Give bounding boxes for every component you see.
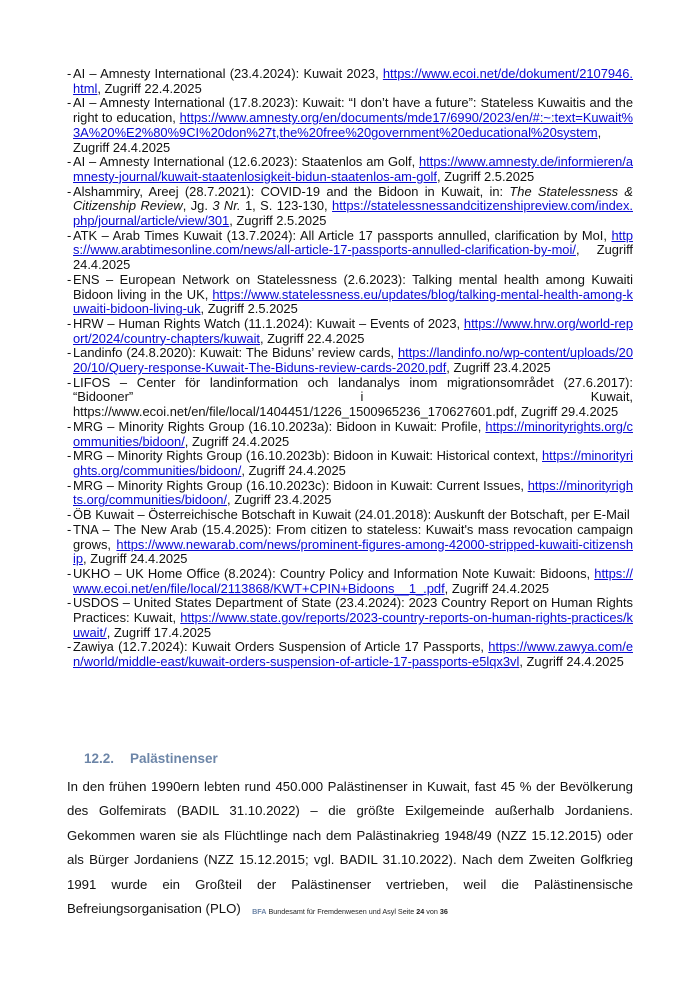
section-heading <box>84 751 218 766</box>
reference-access-date: , Zugriff 2.5.2025 <box>229 213 327 229</box>
reference-item <box>67 229 633 273</box>
reference-access-date: , Zugriff 24.4.2025 <box>241 462 346 478</box>
reference-item <box>67 449 633 478</box>
reference-item <box>67 346 633 375</box>
reference-link[interactable]: https://landinfo.no/wp-content/uploads/2020/10/Query-response-Kuwait-The-Biduns-review-cards-2020.pdf <box>73 345 633 376</box>
reference-item <box>67 420 633 449</box>
footer-text: Bundesamt für Fremdenwesen und Asyl Seite <box>266 907 417 916</box>
reference-text: , Jg. <box>182 198 213 214</box>
reference-access-date: , Zugriff 24.4.2025 <box>519 654 624 670</box>
reference-text: LIFOS – Center för landinformation och landanalys inom migrationsområdet (27.6.2017): “Bidooner” i Kuwait, https://www.ecoi.net/en/file/local/1404451/1226_1500965236_170627601.pdf, Zugriff 29.4.2025 <box>73 374 633 420</box>
reference-item <box>67 67 633 96</box>
reference-link[interactable]: https://minorityrights.org/communities/bidoon/ <box>73 477 633 508</box>
reference-item <box>67 317 633 346</box>
reference-text: TNA – The New Arab (15.4.2025): From citizen to stateless: Kuwait's mass revocation campaign grows, <box>73 521 633 552</box>
reference-item <box>67 567 633 596</box>
footer-org: BFA <box>252 907 267 916</box>
reference-link[interactable]: https://www.statelessness.eu/updates/blog/talking-mental-health-among-kuwaiti-bidoon-living-uk <box>73 286 633 317</box>
reference-link[interactable]: https://www.newarab.com/news/prominent-figures-among-42000-stripped-kuwaiti-citizenship <box>73 536 633 567</box>
reference-access-date: , Zugriff 24.4.2025 <box>73 124 602 155</box>
reference-access-date: , Zugriff 22.4.2025 <box>260 330 365 346</box>
reference-access-date: , Zugriff 24.4.2025 <box>83 551 188 567</box>
reference-access-date: , Zugriff 22.4.2025 <box>97 80 202 96</box>
reference-item <box>67 96 633 155</box>
reference-link[interactable]: https://www.ecoi.net/de/dokument/2107946.html <box>73 66 633 96</box>
reference-item <box>67 273 633 317</box>
reference-text: ENS – European Network on Statelessness (2.6.2023): Talking mental health among Kuwaiti Bidoon living in the UK, <box>73 271 633 302</box>
section-number: 12.2. <box>84 751 115 766</box>
reference-link[interactable]: https://www.state.gov/reports/2023-country-reports-on-human-rights-practices/kuwait/ <box>73 610 633 640</box>
reference-text: AI – Amnesty International (23.4.2024): Kuwait 2023, <box>73 66 383 81</box>
reference-link[interactable]: https://www.hrw.org/world-report/2024/country-chapters/kuwait <box>73 315 633 346</box>
reference-item <box>67 596 633 640</box>
reference-text: HRW – Human Rights Watch (11.1.2024): Kuwait – Events of 2023, <box>73 315 464 331</box>
reference-text: 1, S. 123-130, <box>240 198 333 214</box>
reference-access-date: , Zugriff 2.5.2025 <box>200 301 298 317</box>
reference-access-date: , Zugriff 23.4.2025 <box>227 492 332 508</box>
reference-access-date: , Zugriff 23.4.2025 <box>446 360 551 376</box>
reference-link[interactable]: https://www.zawya.com/en/world/middle-east/kuwait-orders-suspension-of-article-17-passports-e5lqx3vl <box>73 639 633 670</box>
reference-access-date: , Zugriff 24.4.2025 <box>444 580 550 596</box>
reference-text: AI – Amnesty International (17.8.2023): Kuwait: “I don’t have a future”: Stateless Kuwaitis and the right to education, <box>73 95 633 126</box>
reference-item <box>67 155 633 184</box>
reference-item <box>67 640 633 669</box>
reference-text: Landinfo (24.8.2020): Kuwait: The Biduns’ review cards, <box>73 345 398 361</box>
reference-text: UKHO – UK Home Office (8.2024): Country Policy and Information Note Kuwait: Bidoons, <box>73 565 595 581</box>
reference-link[interactable]: https://www.amnesty.org/en/documents/mde17/6990/2023/en/#:~:text=Kuwait%3A%20%E2%80%9CI%20don%27t,the%20free%20government%20educational%20system <box>73 110 633 140</box>
reference-link[interactable]: https://statelessnessandcitizenshipreview.com/index.php/journal/article/view/301 <box>73 198 633 229</box>
reference-item <box>67 523 633 567</box>
reference-link[interactable]: https://minorityrights.org/communities/bidoon/ <box>73 448 633 478</box>
reference-text: ÖB Kuwait – Österreichische Botschaft in Kuwait (24.01.2018): Auskunft der Botschaft, per E-Mail <box>73 507 630 523</box>
reference-text: AI – Amnesty International (12.6.2023): Staatenlos am Golf, <box>73 154 420 170</box>
reference-volume: 3 Nr. <box>212 198 241 214</box>
footer-page-total: 36 <box>439 907 448 916</box>
reference-item <box>67 508 633 523</box>
reference-text: ATK – Arab Times Kuwait (13.7.2024): All Article 17 passports annulled, clarification by MoI, <box>73 227 612 243</box>
reference-link[interactable]: https://minorityrights.org/communities/bidoon/ <box>73 418 633 449</box>
reference-link[interactable]: https://www.amnesty.de/informieren/amnesty-journal/kuwait-staatenlosigkeit-bidun-staatenlos-am-golf <box>73 154 633 184</box>
section-title: Palästinenser <box>130 751 218 766</box>
reference-item <box>67 376 633 420</box>
page-footer <box>0 907 700 916</box>
footer-page-number: 24 <box>416 907 425 916</box>
reference-item <box>67 479 633 508</box>
reference-text: MRG – Minority Rights Group (16.10.2023c): Bidoon in Kuwait: Current Issues, <box>73 477 528 493</box>
reference-access-date: , Zugriff 24.4.2025 <box>73 242 633 273</box>
reference-access-date: , Zugriff 2.5.2025 <box>436 168 535 184</box>
reference-text: MRG – Minority Rights Group (16.10.2023b): Bidoon in Kuwait: Historical context, <box>73 448 543 464</box>
footer-sep: von <box>424 907 440 916</box>
reference-text: Alshammiry, Areej (28.7.2021): COVID-19 and the Bidoon in Kuwait, in: <box>73 183 510 199</box>
reference-text: MRG – Minority Rights Group (16.10.2023a): Bidoon in Kuwait: Profile, <box>73 418 486 434</box>
reference-link[interactable]: https://www.arabtimesonline.com/news/all-article-17-passports-annulled-clarification-by-moi/ <box>73 227 633 258</box>
reference-text: USDOS – United States Department of State (23.4.2024): 2023 Country Report on Human Rights Practices: Kuwait, <box>73 595 633 626</box>
reference-access-date: , Zugriff 17.4.2025 <box>106 624 212 640</box>
reference-text: Zawiya (12.7.2024): Kuwait Orders Suspension of Article 17 Passports, <box>73 639 489 655</box>
reference-access-date: , Zugriff 24.4.2025 <box>184 433 290 449</box>
reference-journal: The Statelessness & Citizenship Review <box>73 183 633 214</box>
body-paragraph: In den frühen 1990ern lebten rund 450.000 Palästinenser in Kuwait, fast 45 % der Bevölkerung des Golfemirats (BADIL 31.10.2022) – die größte Exilgemeinde außerhalb Jordaniens. Gekommen waren sie als Flüchtlinge nach dem Palästinakrieg 1948/49 (NZZ 15.12.2015) oder als Bürger Jordaniens (NZZ 15.12.2015; vgl. BADIL 31.10.2022). Nach dem Zweiten Golfkrieg 1991 wurde ein Großteil der Palästinenser vertrieben, weil die Palästinensische Befreiungsorganisation (PLO) <box>67 779 633 917</box>
reference-list <box>67 67 633 670</box>
reference-link[interactable]: https://www.ecoi.net/en/file/local/2113868/KWT+CPIN+Bidoons__1_.pdf <box>73 565 633 596</box>
reference-item <box>67 185 633 229</box>
